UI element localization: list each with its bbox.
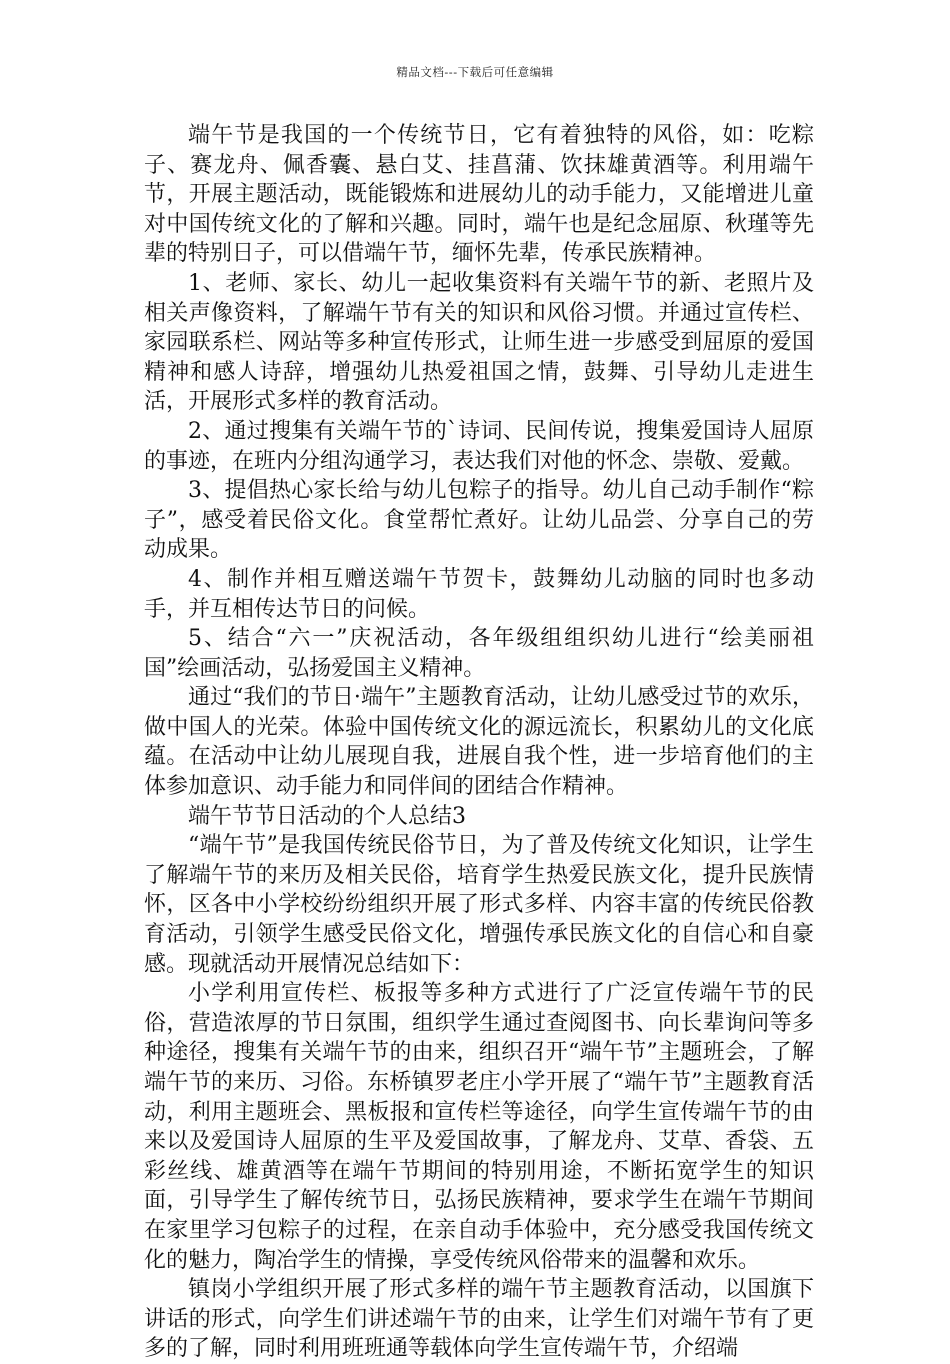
paragraph: “端午节”是我国传统民俗节日，为了普及传统文化知识，让学生了解端午节的来历及相关民俗，培育学生热爱民族文化，提升民族情怀，区各中小学校纷纷组织开展了形式多样、内容丰富的传统民俗教育活动，引领学生感受民俗文化，增强传承民族文化的自信心和自豪感。现就活动开展情况总结如下： [144, 833, 814, 977]
paragraph: 通过“我们的节日·端午”主题教育活动，让幼儿感受过节的欢乐，做中国人的光荣。体验中国传统文化的源远流长，积累幼儿的文化底蕴。在活动中让幼儿展现自我，进展自我个性，进一步培育他们的主体参加意识、动手能力和同伴间的团结合作精神。 [144, 685, 814, 800]
paragraph: 2、通过搜集有关端午节的`诗词、民间传说，搜集爱国诗人屈原的事迹，在班内分组沟通学习，表达我们对他的怀念、崇敬、爱戴。 [144, 418, 814, 474]
section-heading: 端午节节日活动的个人总结3 [188, 803, 466, 829]
paragraph: 1、老师、家长、幼儿一起收集资料有关端午节的新、老照片及相关声像资料，了解端午节有关的知识和风俗习惯。并通过宣传栏、家园联系栏、网站等多种宣传形式，让师生进一步感受到屈原的爱国精神和感人诗辞，增强幼儿热爱祖国之情，鼓舞、引导幼儿走进生活，开展形式多样的教育活动。 [144, 270, 814, 415]
paragraph: 4、制作并相互赠送端午节贺卡，鼓舞幼儿动脑的同时也多动手，并互相传达节日的问候。 [144, 566, 814, 622]
paragraph: 端午节是我国的一个传统节日，它有着独特的风俗，如：吃粽子、赛龙舟、佩香囊、悬白艾、挂菖蒲、饮抹雄黄酒等。利用端午节，开展主题活动，既能锻炼和进展幼儿的动手能力，又能增进儿童对中国传统文化的了解和兴趣。同时，端午也是纪念屈原、秋瑾等先辈的特别日子，可以借端午节，缅怀先辈，传承民族精神。 [144, 123, 814, 267]
page-header: 精品文档---下载后可任意编辑 [396, 65, 554, 79]
paragraph: 镇岗小学组织开展了形式多样的端午节主题教育活动，以国旗下讲话的形式，向学生们讲述端午节的由来，让学生们对端午节有了更多的了解，同时利用班班通等载体向学生宣传端午节，介绍端 [144, 1277, 814, 1362]
document-body [144, 121, 814, 1364]
paragraph: 小学利用宣传栏、板报等多种方式进行了广泛宣传端午节的民俗，营造浓厚的节日氛围，组织学生通过查阅图书、向长辈询问等多种途径，搜集有关端午节的由来，组织召开“端午节”主题班会，了解端午节的来历、习俗。东桥镇罗老庄小学开展了“端午节”主题教育活动，利用主题班会、黑板报和宣传栏等途径，向学生宣传端午节的由来以及爱国诗人屈原的生平及爱国故事，了解龙舟、艾草、香袋、五彩丝线、雄黄酒等在端午节期间的特别用途，不断拓宽学生的知识面，引导学生了解传统节日，弘扬民族精神，要求学生在端午节期间在家里学习包粽子的过程，在亲自动手体验中，充分感受我国传统文化的魅力，陶冶学生的情操，享受传统风俗带来的温馨和欢乐。 [144, 981, 814, 1273]
paragraph: 3、提倡热心家长给与幼儿包粽子的指导。幼儿自己动手制作“粽子”，感受着民俗文化。食堂帮忙煮好。让幼儿品尝、分享自己的劳动成果。 [144, 478, 814, 563]
paragraph: 5、结合“六一”庆祝活动，各年级组组织幼儿进行“绘美丽祖国”绘画活动，弘扬爱国主义精神。 [144, 626, 814, 681]
